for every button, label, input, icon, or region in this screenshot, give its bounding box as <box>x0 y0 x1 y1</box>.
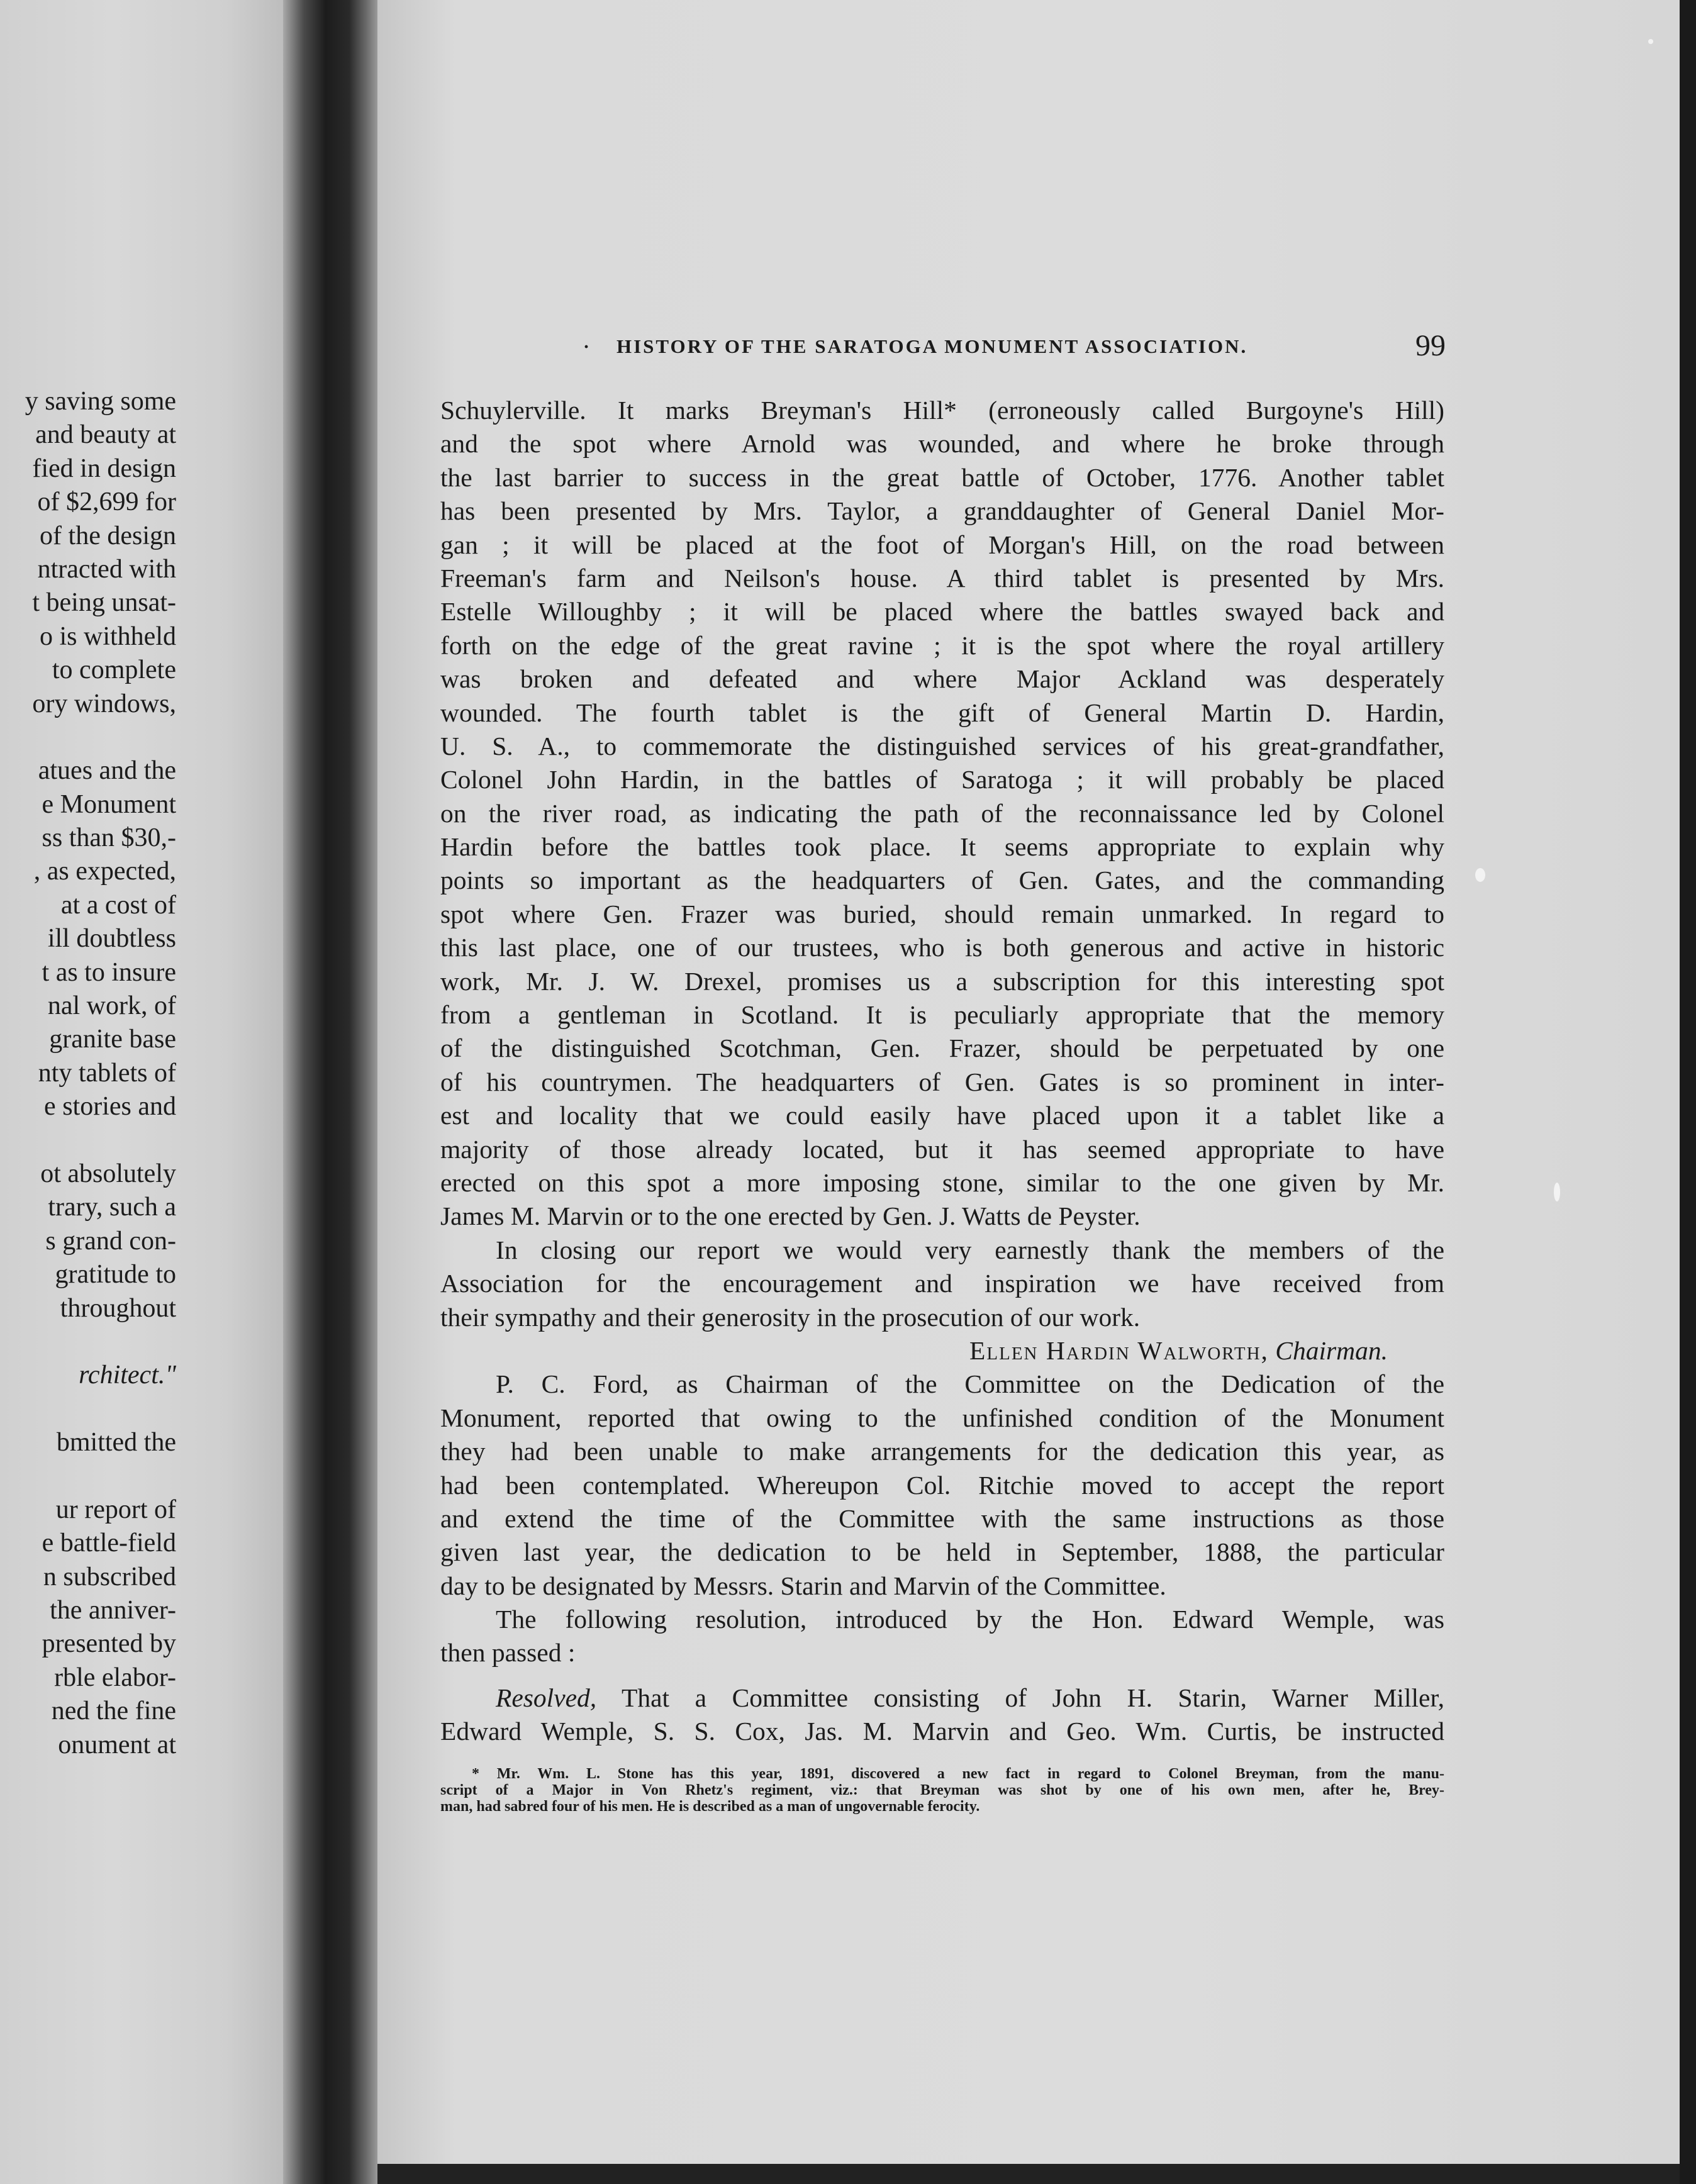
resolution-line <box>440 1681 1444 1715</box>
text-line: given last year, the dedication to be held in September, 1888, the particular <box>440 1537 1444 1567</box>
footnote-line: script of a Major in Von Rhetz's regiment, viz.: that Breyman was shot by one of his own men, after he, Brey- <box>440 1782 1444 1798</box>
scan-speck <box>1648 39 1653 44</box>
left-page-line: presented by <box>42 1629 176 1659</box>
text-line: majority of those already located, but it has seemed appropriate to have <box>440 1134 1444 1164</box>
text-line: est and locality that we could easily have placed upon it a tablet like a <box>440 1101 1444 1130</box>
left-page-line: gratitude to <box>55 1260 176 1290</box>
left-page-line: ory windows, <box>32 689 176 718</box>
text-line: U. S. A., to commemorate the distinguished services of his great-grandfather, <box>440 731 1444 760</box>
page-number: 99 <box>1415 329 1446 362</box>
page-bottom-shadow <box>377 2164 1680 2184</box>
text-line: P. C. Ford, as Chairman of the Committee on the Dedication of the <box>496 1369 1444 1399</box>
left-page-line: t as to insure <box>42 957 176 987</box>
left-page-text <box>0 385 176 1762</box>
scan-speck <box>1554 1183 1560 1201</box>
signature-line <box>440 1334 1444 1368</box>
left-page-line <box>0 1124 176 1157</box>
text-line: erected on this spot a more imposing stone, similar to the one given by Mr. <box>440 1167 1444 1197</box>
left-page-line: ur report of <box>55 1495 176 1524</box>
left-page-line: e stories and <box>44 1092 176 1122</box>
text-line: spot where Gen. Frazer was buried, should remain unmarked. In regard to <box>440 899 1444 928</box>
footnote-line: * Mr. Wm. L. Stone has this year, 1891, discovered a new fact in regard to Colonel Breyman, from the manu- <box>472 1766 1444 1782</box>
text-line: and the spot where Arnold was wounded, and where he broke through <box>440 429 1444 459</box>
left-page-line: throughout <box>60 1293 176 1323</box>
left-page-line: nal work, of <box>47 991 176 1021</box>
left-page-line: bmitted the <box>56 1428 176 1457</box>
left-page-line: at a cost of <box>60 890 176 920</box>
left-page-line: e Monument <box>42 789 176 819</box>
left-page-line <box>0 1325 176 1359</box>
left-page-line: granite base <box>49 1025 176 1054</box>
page-body <box>440 394 1444 1749</box>
footnote-line: man, had sabred four of his men. He is described as a man of ungovernable ferocity. <box>440 1798 980 1815</box>
left-page-line: y saving some <box>25 387 176 416</box>
left-page-line: to complete <box>52 655 176 685</box>
text-line: points so important as the headquarters of Gen. Gates, and the commanding <box>440 866 1444 895</box>
resolved-label: Resolved, <box>496 1683 597 1712</box>
text-line: and extend the time of the Committee with the same instructions as those <box>440 1503 1444 1533</box>
left-page-line: rchitect." <box>79 1361 176 1390</box>
signature-title: Chairman. <box>1275 1335 1388 1365</box>
left-page-line: , as expected, <box>33 857 176 886</box>
left-page-line: ntracted with <box>37 554 176 584</box>
left-page-line: ill doubtless <box>47 924 176 954</box>
left-page-line <box>0 721 176 754</box>
left-page-line: the anniver- <box>50 1596 176 1625</box>
left-page-line: rble elabor- <box>54 1663 176 1692</box>
text-line: day to be designated by Messrs. Starin and Marvin of the Committee. <box>440 1571 1166 1600</box>
left-page-line: atues and the <box>38 756 176 786</box>
text-line: from a gentleman in Scotland. It is peculiarly appropriate that the memory <box>440 1000 1444 1030</box>
left-page-line: trary, such a <box>48 1193 176 1222</box>
left-page-line: n subscribed <box>43 1562 176 1591</box>
text-line: this last place, one of our trustees, who is both generous and active in historic <box>440 933 1444 962</box>
footnote <box>440 1766 1444 1815</box>
left-page-line: s grand con- <box>45 1226 176 1256</box>
left-page-line: of $2,699 for <box>37 488 176 517</box>
text-line: of the distinguished Scotchman, Gen. Frazer, should be perpetuated by one <box>440 1034 1444 1063</box>
text-line: on the river road, as indicating the path of the reconnaissance led by Colonel <box>440 798 1444 828</box>
text-line: Association for the encouragement and inspiration we have received from <box>440 1269 1444 1298</box>
left-page-line: ned the fine <box>51 1696 176 1726</box>
left-page-line: o is withheld <box>40 621 176 651</box>
text-line: gan ; it will be placed at the foot of Morgan's Hill, on the road between <box>440 530 1444 559</box>
page-edge-shadow <box>1680 0 1696 2184</box>
left-page-line: e battle-field <box>42 1529 176 1558</box>
resolution-text: That a Committee consisting of John H. Starin, Warner Miller, <box>622 1683 1444 1712</box>
signature-name: Ellen Hardin Walworth, <box>969 1335 1269 1365</box>
text-line: Estelle Willoughby ; it will be placed where the battles swayed back and <box>440 597 1444 627</box>
text-line: their sympathy and their generosity in the prosecution of our work. <box>440 1302 1141 1332</box>
left-page-line: ss than $30,- <box>42 823 176 853</box>
left-page-line: t being unsat- <box>32 588 176 618</box>
text-line: Schuylerville. It marks Breyman's Hill* (erroneously called Burgoyne's Hill) <box>440 396 1444 425</box>
left-page-line <box>0 1460 176 1493</box>
left-page-line: fied in design <box>32 454 176 483</box>
text-line: has been presented by Mrs. Taylor, a granddaughter of General Daniel Mor- <box>440 496 1444 526</box>
left-page-line: onument at <box>58 1730 176 1759</box>
left-facing-page <box>0 0 283 2184</box>
text-line: Freeman's farm and Neilson's house. A third tablet is presented by Mrs. <box>440 563 1444 593</box>
text-line: was broken and defeated and where Major Ackland was desperately <box>440 664 1444 694</box>
left-page-line: nty tablets of <box>38 1058 176 1088</box>
text-line: In closing our report we would very earnestly thank the members of the <box>496 1235 1444 1264</box>
text-line: The following resolution, introduced by the Hon. Edward Wemple, was <box>496 1605 1444 1634</box>
text-line: James M. Marvin or to the one erected by Gen. J. Watts de Peyster. <box>440 1201 1141 1231</box>
running-header: HISTORY OF THE SARATOGA MONUMENT ASSOCIATION. <box>616 335 1248 357</box>
text-line: forth on the edge of the great ravine ; it is the spot where the royal artillery <box>440 630 1444 660</box>
left-page-line <box>0 1393 176 1426</box>
book-gutter <box>283 0 377 2184</box>
text-line: they had been unable to make arrangements for the dedication this year, as <box>440 1437 1444 1466</box>
text-line: of his countrymen. The headquarters of Gen. Gates is so prominent in inter- <box>440 1067 1444 1096</box>
text-line: then passed : <box>440 1638 576 1668</box>
text-line: Colonel John Hardin, in the battles of Saratoga ; it will probably be placed <box>440 765 1444 794</box>
text-line: the last barrier to success in the great battle of October, 1776. Another tablet <box>440 462 1444 492</box>
text-line: work, Mr. J. W. Drexel, promises us a subscription for this interesting spot <box>440 966 1444 996</box>
scan-speck <box>1475 868 1485 882</box>
text-line: wounded. The fourth tablet is the gift of General Martin D. Hardin, <box>440 698 1444 727</box>
text-line: Hardin before the battles took place. It seems appropriate to explain why <box>440 832 1444 862</box>
left-page-line: and beauty at <box>35 420 176 450</box>
text-line: Edward Wemple, S. S. Cox, Jas. M. Marvin and Geo. Wm. Curtis, be instructed <box>440 1717 1444 1746</box>
text-line: had been contemplated. Whereupon Col. Ritchie moved to accept the report <box>440 1470 1444 1500</box>
header-mark: · <box>583 337 590 357</box>
text-line: Monument, reported that owing to the unfinished condition of the Monument <box>440 1403 1444 1432</box>
left-page-line: ot absolutely <box>40 1159 176 1188</box>
left-page-line: of the design <box>40 521 176 550</box>
